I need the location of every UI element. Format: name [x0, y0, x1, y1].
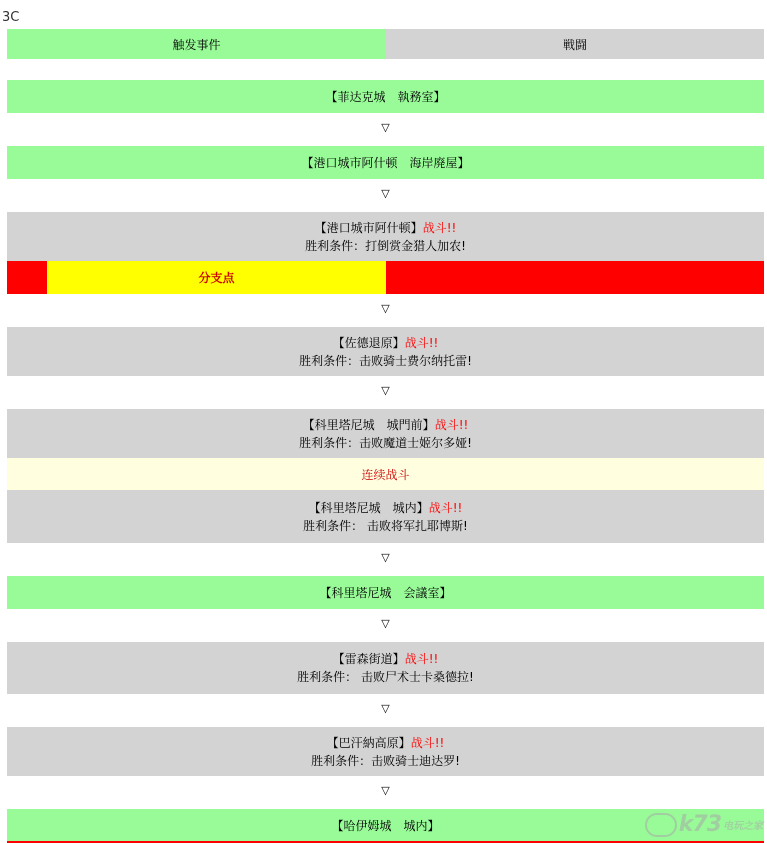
victory-condition: 胜利条件：击败骑士费尔纳托雷! — [299, 353, 472, 368]
header-trigger-event — [7, 29, 386, 59]
watermark-sub: 电玩之家 — [723, 821, 763, 832]
corner-label: 3C — [2, 10, 20, 25]
victory-condition: 胜利条件：击败魔道士姬尔多娅! — [299, 435, 472, 450]
branch-label: 分支点 — [198, 271, 235, 285]
branch-left-red — [7, 261, 47, 294]
battle-title — [315, 219, 457, 237]
flow-arrow-3: ▽ — [381, 302, 390, 315]
battle-location: 【港口城市阿什顿】 — [314, 220, 423, 235]
battle-tag: 战斗!! — [410, 735, 445, 750]
header-battle — [386, 29, 764, 59]
battle-row-ashton — [7, 212, 764, 261]
watermark-brand: k73 — [678, 812, 721, 837]
battle-location: 【巴汗納高原】 — [326, 735, 411, 750]
branch-right-red — [386, 261, 764, 294]
event-row-fidak-office — [7, 80, 764, 113]
consecutive-battle-row — [7, 458, 764, 490]
battle-row-raysen-road — [7, 642, 764, 694]
flow-arrow-7: ▽ — [381, 702, 390, 715]
consecutive-battle-label: 连续战斗 — [361, 467, 410, 482]
battle-tag: 战斗!! — [404, 652, 439, 666]
flow-arrow-8: ▽ — [381, 784, 390, 797]
flow-arrow-2: ▽ — [381, 187, 390, 200]
flow-arrow-4: ▽ — [381, 384, 390, 397]
battle-title — [333, 334, 439, 352]
battle-title — [327, 734, 445, 752]
header-battle-label: 戦闘 — [562, 37, 587, 52]
event-text: 【科里塔尼城 会議室】 — [319, 586, 452, 600]
event-text: 【哈伊姆城 城内】 — [331, 818, 440, 833]
header-trigger-label: 触发事件 — [172, 37, 221, 52]
gamepad-icon — [645, 813, 677, 837]
battle-location: 【雷森街道】 — [332, 652, 405, 666]
flow-arrow-6: ▽ — [381, 617, 390, 630]
battle-location: 【科里塔尼城 城内】 — [308, 500, 429, 515]
battle-location: 【科里塔尼城 城門前】 — [302, 417, 435, 432]
victory-condition: 胜利条件：击败骑士迪达罗! — [311, 753, 460, 768]
battle-title — [309, 499, 463, 517]
victory-condition: 胜利条件： 击败尸术士卡桑德拉! — [297, 670, 474, 684]
flow-arrow-1: ▽ — [381, 121, 390, 134]
battle-tag: 战斗!! — [434, 417, 469, 432]
battle-row-zod — [7, 327, 764, 376]
battle-tag: 战斗!! — [422, 220, 457, 235]
battle-tag: 战斗!! — [404, 335, 439, 350]
event-text: 【港口城市阿什顿 海岸廃屋】 — [301, 156, 470, 170]
battle-location: 【佐德退原】 — [332, 335, 405, 350]
event-row-coritani-council — [7, 576, 764, 609]
site-watermark — [645, 812, 763, 837]
battle-title — [303, 416, 469, 434]
victory-condition: 胜利条件： 击败将军扎耶博斯! — [303, 518, 468, 533]
victory-condition: 胜利条件：打倒赏金猎人加农! — [305, 238, 466, 253]
event-row-ashton-ruins — [7, 146, 764, 179]
event-text: 【菲达克城 執務室】 — [325, 90, 446, 104]
battle-tag: 战斗!! — [428, 500, 463, 515]
battle-row-bahana-plateau — [7, 727, 764, 776]
battle-title — [333, 650, 439, 668]
battle-row-coritani-inner — [7, 490, 764, 543]
battle-row-coritani-gate — [7, 409, 764, 458]
flow-arrow-5: ▽ — [381, 551, 390, 564]
branch-point — [47, 261, 386, 294]
